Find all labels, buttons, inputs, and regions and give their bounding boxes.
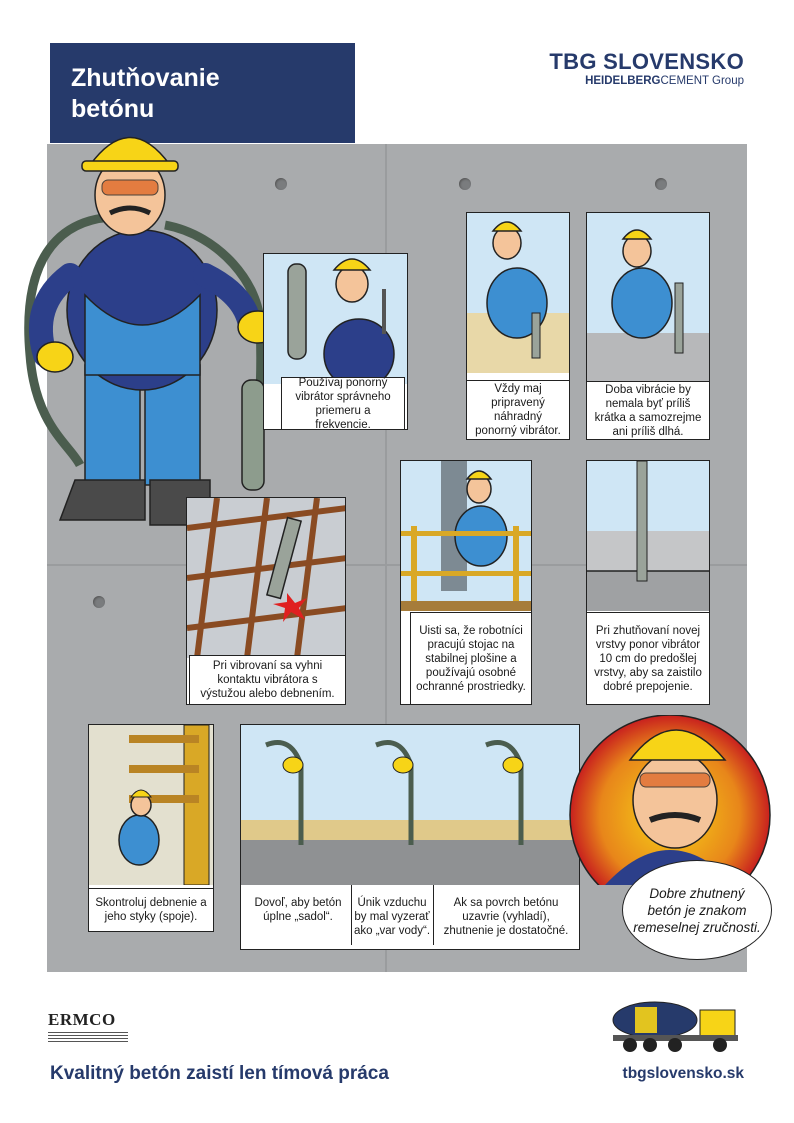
caption-air-escape: Únik vzduchu by mal vyzerať ako „var vody“.	[353, 897, 431, 937]
mascot-portrait	[565, 715, 775, 885]
footer-slogan: Kvalitný betón zaistí len tímová práca	[50, 1063, 389, 1084]
brand-group	[549, 74, 744, 88]
brand-group-bold: HEIDELBERG	[585, 75, 661, 87]
tie-hole	[655, 178, 667, 190]
layer-illustration	[587, 461, 710, 611]
caption-settle: Dovoľ, aby betón úplne „sadol“.	[254, 897, 342, 923]
caption-avoid-contact: Pri vibrovaní sa vyhni kontaktu vibrátora s výstužou alebo debnením.	[189, 655, 346, 705]
rebar-illustration	[187, 498, 346, 658]
brand-group-rest: CEMENT Group	[660, 75, 744, 87]
tie-hole	[93, 596, 105, 608]
caption-vibration-time: Doba vibrácie by nemala byť príliš krátka a samozrejme ani príliš dlhá.	[586, 381, 710, 440]
tie-hole	[459, 178, 471, 190]
brand-name: TBG SLOVENSKO	[549, 49, 744, 74]
caption-safety: Uisti sa, že robotníci pracujú stojac na stabilnej plošine a používajú osobné ochranné prostriedky.	[410, 612, 532, 705]
vibration-time-illustration	[587, 213, 710, 383]
speech-bubble: Dobre zhutnený betón je znakom remeselnej zručnosti.	[622, 860, 772, 960]
caption-spare-vibrator: Vždy maj pripravený náhradný ponorný vibrátor.	[466, 380, 570, 440]
sequence-illustration	[241, 725, 580, 885]
formwork-illustration	[89, 725, 214, 885]
footer-url[interactable]: tbgslovensko.sk	[622, 1065, 744, 1082]
vibrator-illustration	[264, 254, 408, 384]
caption-done: Ak sa povrch betónu uzavrie (vyhladí), zhutnenie je dostatočné.	[443, 897, 569, 937]
caption-vibrator-size: Používaj ponorný vibrátor správneho priemeru a frekvencie.	[281, 377, 405, 430]
caption-new-layer: Pri zhutňovaní novej vrstvy ponor vibrátor 10 cm do predošlej vrstvy, aby sa zaistilo dobré prepojenie.	[586, 612, 710, 705]
brand-logo	[549, 50, 744, 88]
mixer-truck-illustration	[605, 995, 745, 1055]
ermco-logo	[48, 1010, 128, 1042]
caption-formwork: Skontroluj debnenie a jeho styky (spoje).	[88, 888, 214, 932]
platform-illustration	[401, 461, 532, 611]
ermco-name: ERMCO	[48, 1010, 116, 1029]
page-title: Zhutňovanie betónu	[71, 64, 220, 123]
